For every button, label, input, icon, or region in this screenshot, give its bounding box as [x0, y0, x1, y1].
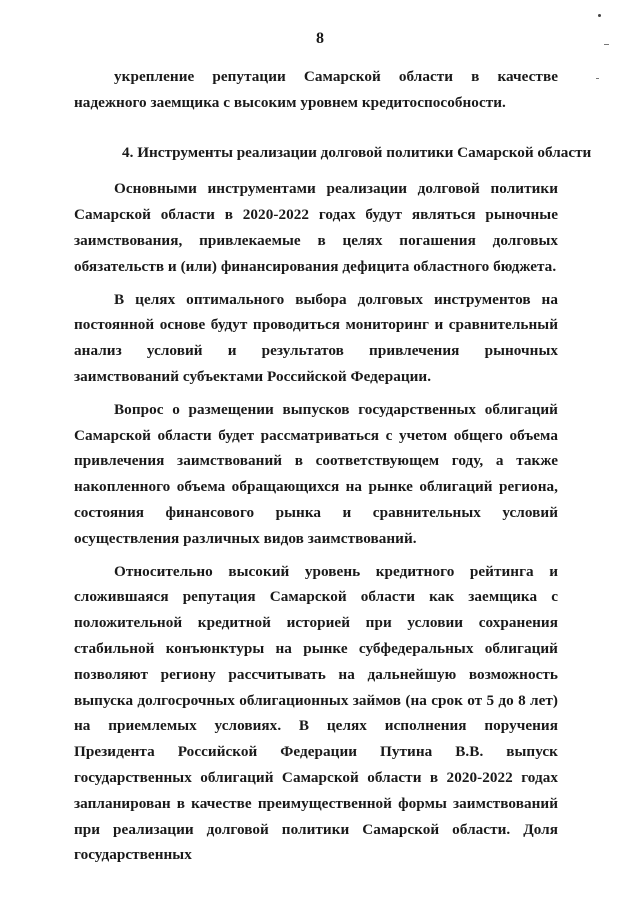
paragraph-continuation: укрепление репутации Самарской области в качестве надежного заемщика с высоким уровнем кредитоспособности. — [74, 68, 558, 111]
scan-speck — [598, 14, 601, 17]
scan-mark — [596, 78, 599, 79]
section-heading: 4. Инструменты реализации долговой политики Самарской области — [122, 143, 592, 161]
paragraph: Вопрос о размещении выпусков государственных облигаций Самарской области будет рассматриваться с учетом общего объема привлечения заимствований в соответствующем году, а также накопленного объема обращающихся на рынке облигаций региона, состояния финансового рынка и сравнительных условий осуществления различных видов заимствований. — [74, 400, 558, 547]
page-number: 8 — [316, 30, 324, 47]
paragraph: В целях оптимального выбора долговых инструментов на постоянной основе будут проводиться мониторинг и сравнительный анализ условий и результатов привлечения рыночных заимствований субъектами Российской Федерации. — [74, 290, 558, 385]
paragraph: Относительно высокий уровень кредитного рейтинга и сложившаяся репутация Самарской области как заемщика с положительной кредитной историей при условии сохранения стабильной конъюнктуры на рынке субфедеральных облигаций позволяют региону рассчитывать на дальнейшую возможность выпуска долгосрочных облигационных займов (на срок от 5 до 8 лет) на приемлемых условиях. В целях исполнения поручения Президента Российской Федерации Путина В.В. выпуск государственных облигаций Самарской области в 2020-2022 годах запланирован в качестве преимущественной формы заимствований при реализации долговой политики Самарской области. Доля государственных — [74, 562, 558, 864]
paragraph: Основными инструментами реализации долговой политики Самарской области в 2020-2022 годах будут являться рыночные заимствования, привлекаемые в целях погашения долговых обязательств и (или) финансирования дефицита областного бюджета. — [74, 180, 558, 275]
page-body — [74, 64, 592, 868]
